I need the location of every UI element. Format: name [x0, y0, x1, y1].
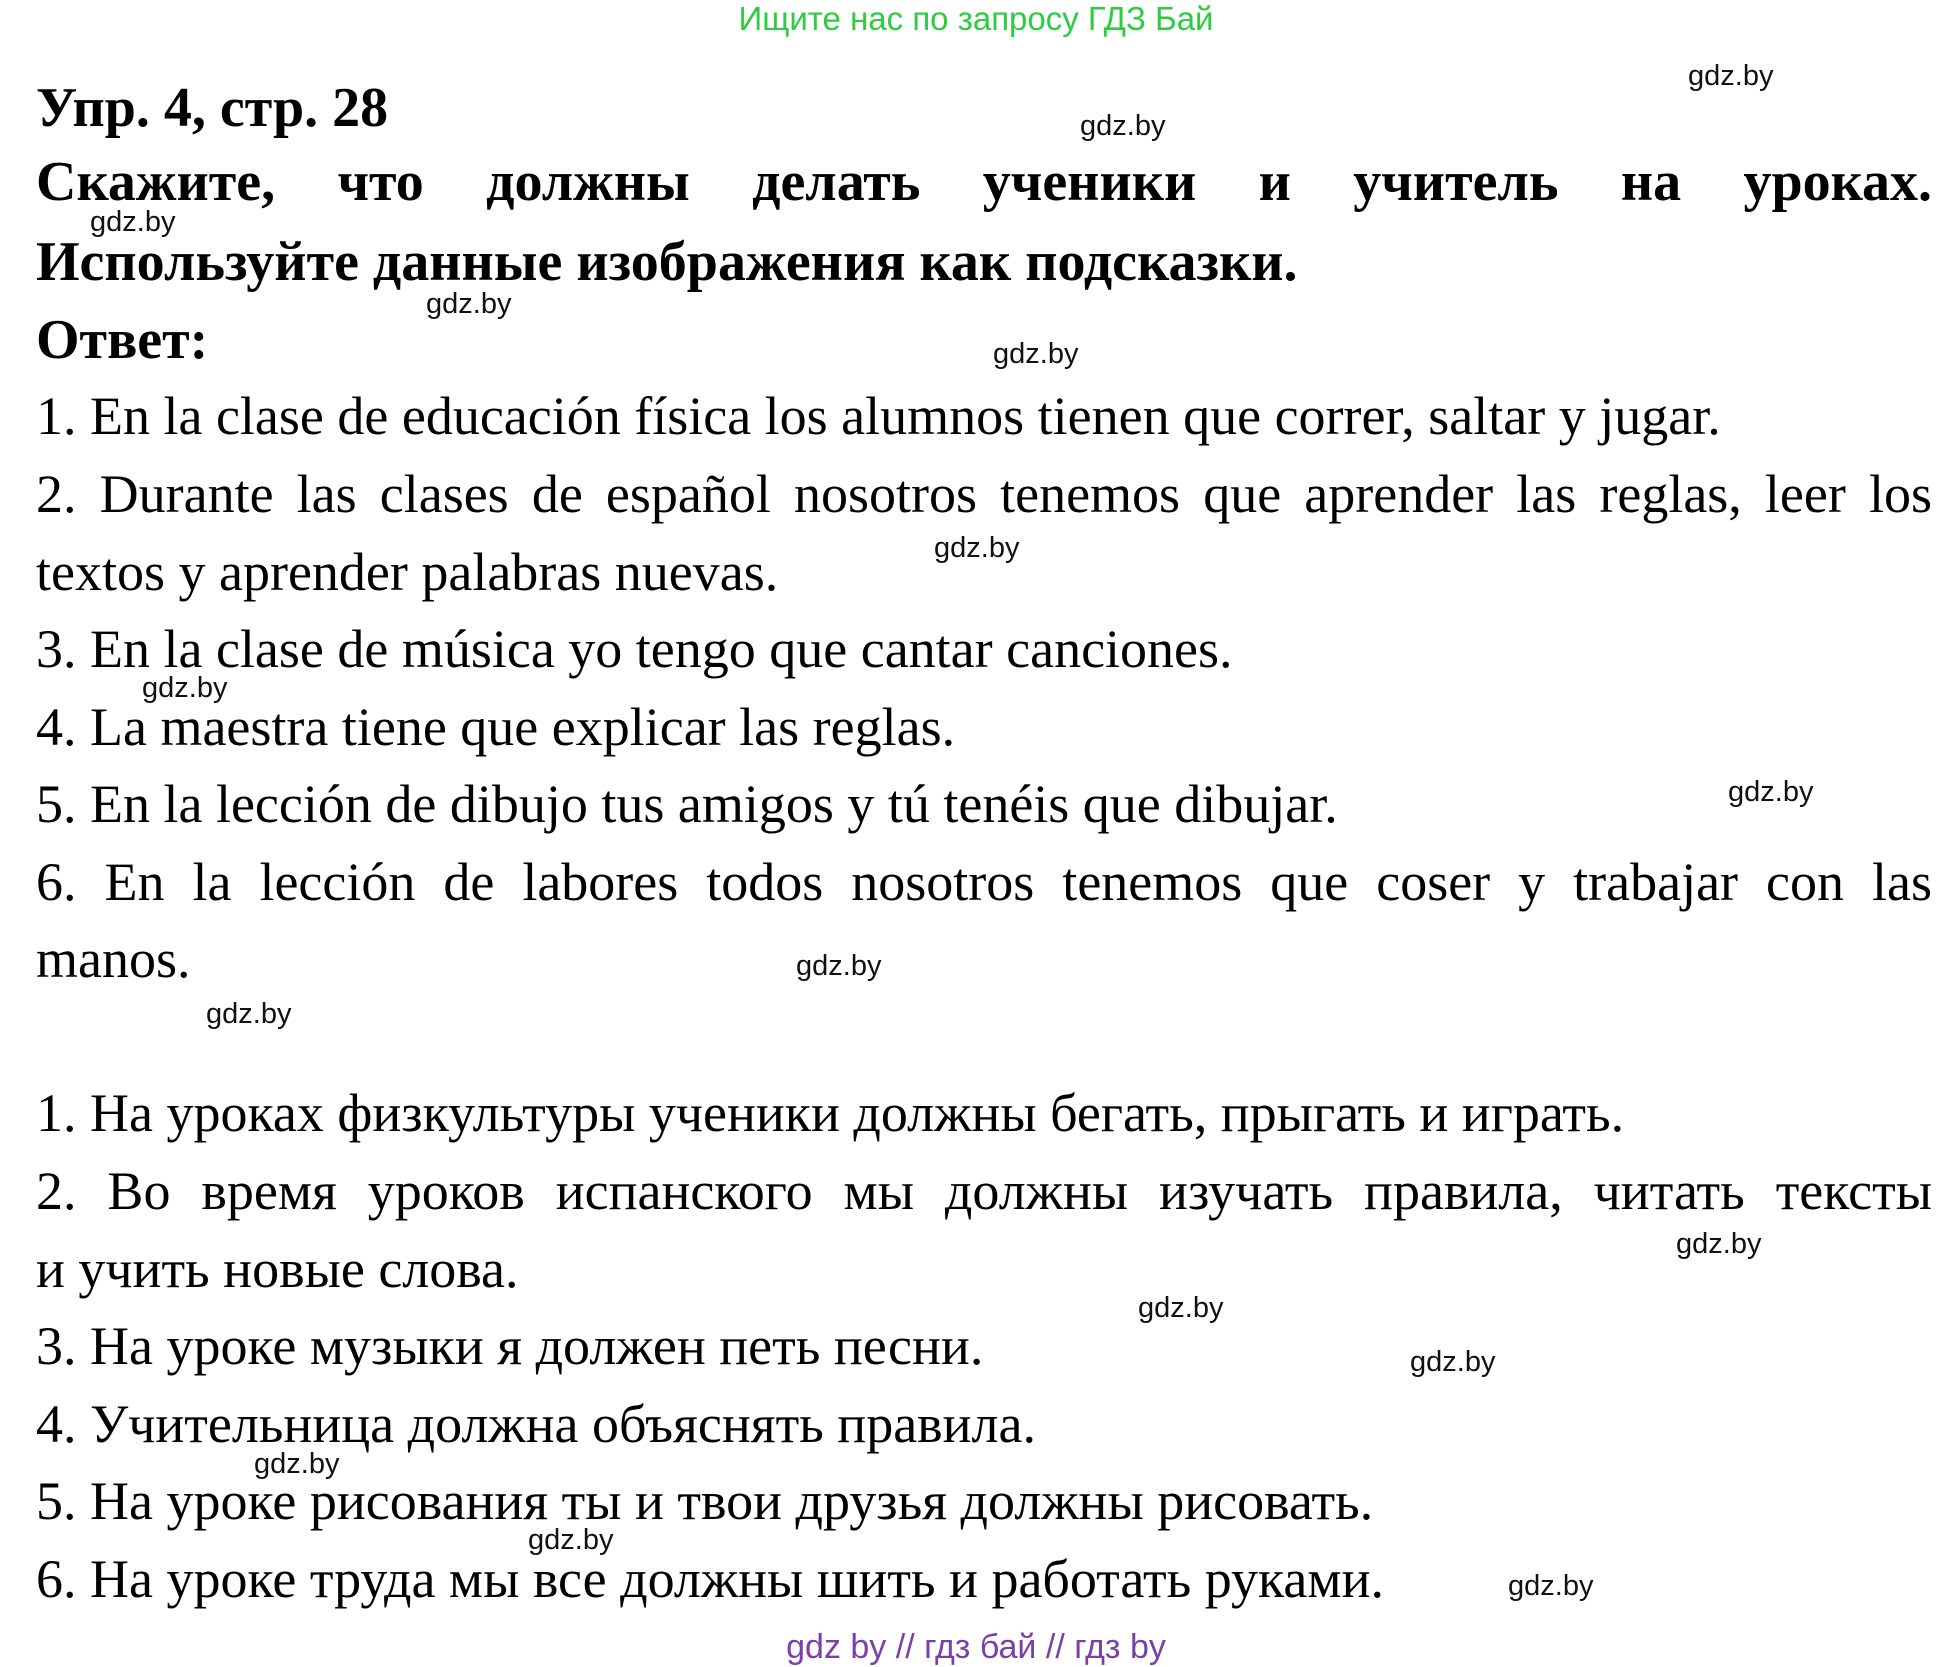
spanish-answer-6-line-2: manos.: [36, 929, 191, 989]
russian-answer-4: 4. Учительница должна объяснять правила.: [36, 1394, 1036, 1454]
watermark: gdz.by: [1080, 110, 1166, 142]
watermark: gdz.by: [1688, 60, 1774, 92]
watermark: gdz.by: [934, 532, 1020, 564]
russian-answer-6: 6. На уроке труда мы все должны шить и работать руками.: [36, 1549, 1384, 1609]
watermark: gdz.by: [1676, 1228, 1762, 1260]
watermark: gdz.by: [254, 1448, 340, 1480]
watermark: gdz.by: [1728, 776, 1814, 808]
answer-label: Ответ:: [36, 309, 209, 371]
footer-links: gdz by // гдз бай // гдз by: [786, 1628, 1166, 1666]
russian-answer-2-line-2: и учить новые слова.: [36, 1239, 519, 1299]
watermark: gdz.by: [426, 288, 512, 320]
russian-answer-1: 1. На уроках физкультуры ученики должны бегать, прыгать и играть.: [36, 1083, 1625, 1143]
watermark: gdz.by: [142, 672, 228, 704]
spanish-answer-3: 3. En la clase de música yo tengo que cantar canciones.: [36, 619, 1233, 679]
watermark: gdz.by: [528, 1524, 614, 1556]
task-text-line-1: Скажите, что должны делать ученики и учитель на уроках.: [36, 151, 1932, 213]
spanish-answer-4: 4. La maestra tiene que explicar las reglas.: [36, 697, 956, 757]
spanish-answer-2-line-1: 2. Durante las clases de español nosotros tenemos que aprender las reglas, leer los: [36, 464, 1932, 524]
spanish-answer-2-line-2: textos y aprender palabras nuevas.: [36, 542, 779, 602]
exercise-title: Упр. 4, стр. 28: [36, 77, 389, 139]
russian-answer-3: 3. На уроке музыки я должен петь песни.: [36, 1316, 984, 1376]
search-banner: Ищите нас по запросу ГДЗ Бай: [738, 0, 1214, 37]
spanish-answer-1: 1. En la clase de educación física los alumnos tienen que correr, saltar y jugar.: [36, 386, 1721, 446]
watermark: gdz.by: [1410, 1346, 1496, 1378]
watermark: gdz.by: [1138, 1292, 1224, 1324]
watermark: gdz.by: [1508, 1570, 1594, 1602]
russian-answer-5: 5. На уроке рисования ты и твои друзья должны рисовать.: [36, 1471, 1374, 1531]
watermark: gdz.by: [993, 338, 1079, 370]
watermark: gdz.by: [206, 998, 292, 1030]
task-text-line-2: Используйте данные изображения как подсказки.: [36, 231, 1298, 293]
watermark: gdz.by: [90, 206, 176, 238]
spanish-answer-5: 5. En la lección de dibujo tus amigos y tú tenéis que dibujar.: [36, 774, 1338, 834]
russian-answer-2-line-1: 2. Во время уроков испанского мы должны изучать правила, читать тексты: [36, 1161, 1932, 1221]
spanish-answer-6-line-1: 6. En la lección de labores todos nosotros tenemos que coser y trabajar con las: [36, 852, 1932, 912]
watermark: gdz.by: [796, 950, 882, 982]
